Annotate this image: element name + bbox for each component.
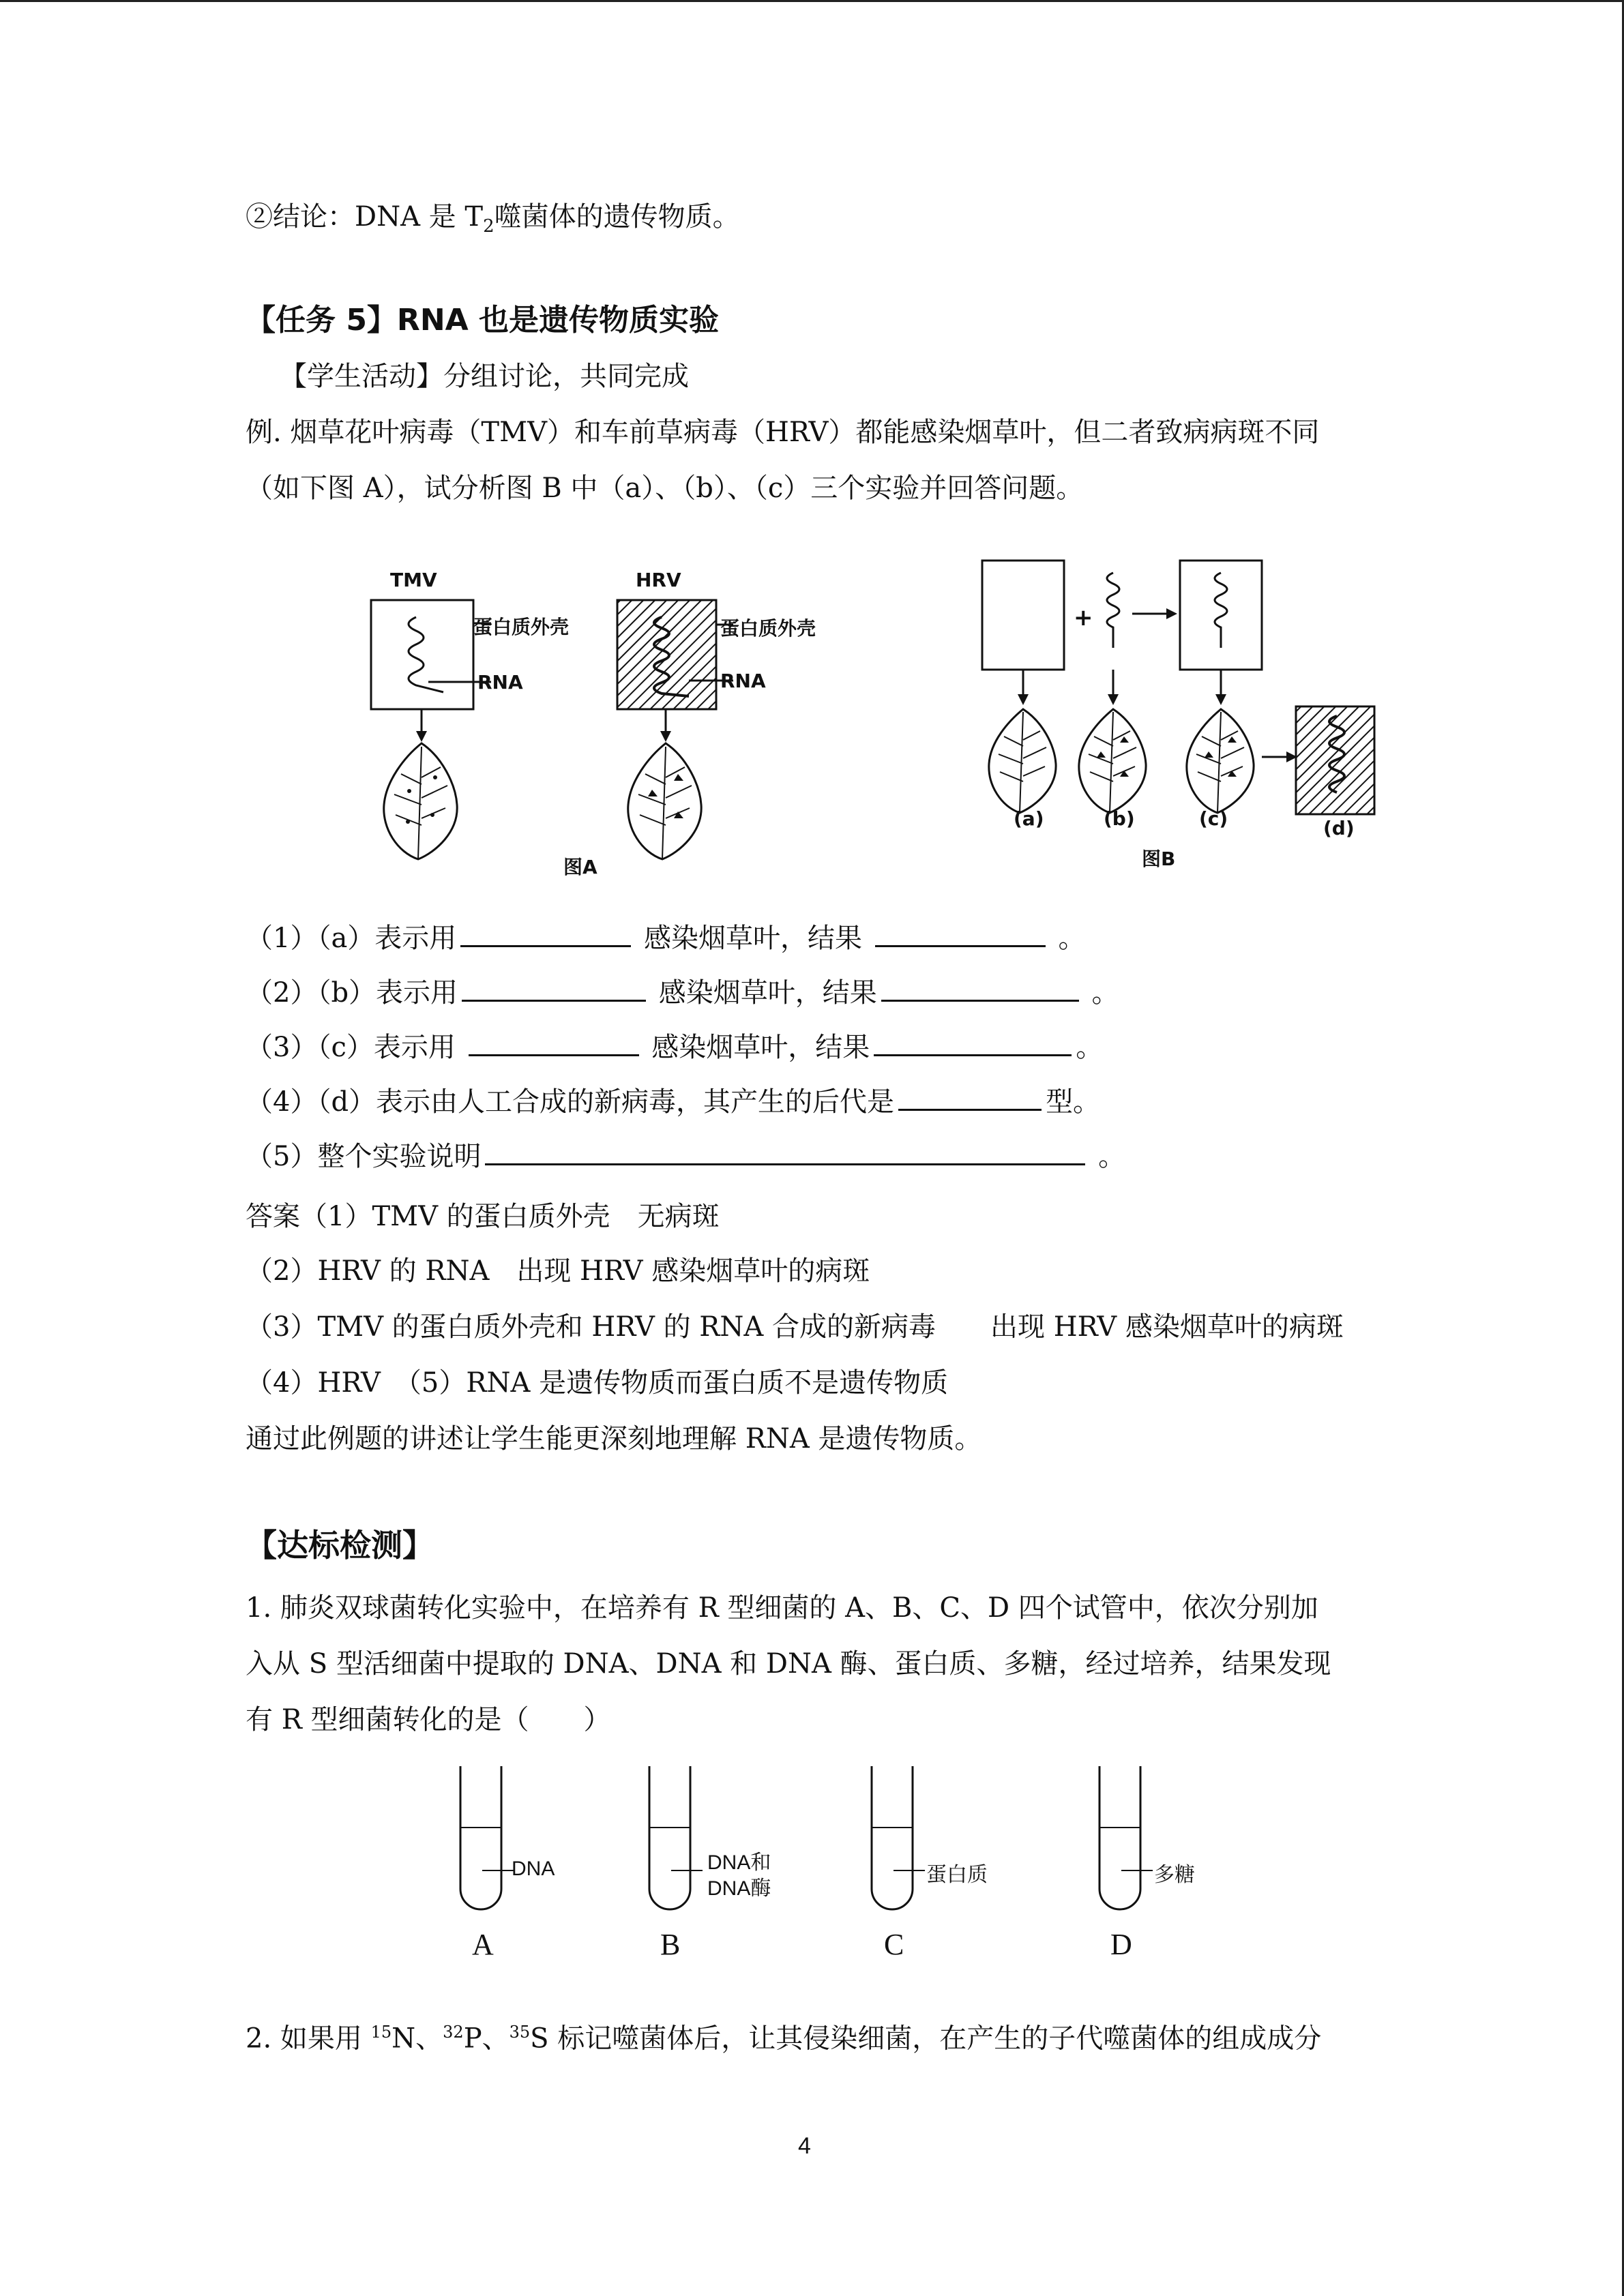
tube-b-letter: B [660, 1928, 681, 1961]
empty-box [982, 561, 1064, 670]
question-4: （4）（d）表示由人工合成的新病毒，其产生的后代是 型。 [246, 1083, 1100, 1121]
tube-a [460, 1766, 514, 1909]
answer-2: （2）HRV 的 RNA 出现 HRV 感染烟草叶的病斑 [246, 1255, 870, 1287]
answer-1: 答案（1）TMV 的蛋白质外壳 无病斑 [246, 1201, 720, 1232]
label-protein-shell-tmv: 蛋白质外壳 [473, 616, 570, 638]
q2-line: 2. 如果用 $^{15}$N、$^{32}$P、$^{35}$S 标记噬菌体后，让其侵染细菌，在产生的子代噬菌体的组成成分 [246, 2023, 1322, 2055]
tube-b-label-2: DNA酶 [707, 1877, 771, 1900]
answer-blank[interactable] [898, 1083, 1042, 1111]
answer-4: （4）HRV （5）RNA 是遗传物质而蛋白质不是遗传物质 [246, 1367, 949, 1399]
tube-c [872, 1766, 925, 1909]
example-line-1: 例. 烟草花叶病毒（TMV）和车前草病毒（HRV）都能感染烟草叶，但二者致病病斑不同 [246, 417, 1320, 448]
label-b: (b) [1104, 807, 1135, 830]
answer-blank[interactable] [881, 974, 1079, 1002]
answer-3: （3）TMV 的蛋白质外壳和 HRV 的 RNA 合成的新病毒 出现 HRV 感染烟草叶的病斑 [246, 1311, 1344, 1343]
label-protein-shell-hrv: 蛋白质外壳 [720, 617, 816, 640]
label-c: (c) [1199, 807, 1228, 830]
answer-blank[interactable] [462, 974, 646, 1002]
tube-a-label: DNA [512, 1858, 555, 1880]
answer-blank[interactable] [460, 919, 631, 947]
answer-blank[interactable] [485, 1137, 1085, 1165]
label-a: (a) [1014, 807, 1044, 830]
answer-blank[interactable] [875, 919, 1046, 947]
tube-d-letter: D [1110, 1928, 1132, 1961]
check-title: 【达标检测】 [246, 1527, 434, 1564]
label-rna-tmv: RNA [477, 671, 523, 694]
label-figure-b: 图B [1142, 848, 1176, 870]
tmv-box [371, 600, 473, 709]
label-rna-hrv: RNA [720, 670, 766, 692]
leaf-a [989, 709, 1056, 813]
tube-d-label: 多糖 [1154, 1864, 1195, 1886]
conclusion-line [246, 198, 740, 245]
tube-a-letter: A [472, 1928, 494, 1961]
label-tmv: TMV [390, 569, 437, 591]
page-border-top [0, 0, 1624, 2]
leaf-tmv [384, 743, 457, 859]
question-2: （2）（b）表示用 感染烟草叶，结果 。 [246, 974, 1119, 1012]
answer-blank[interactable] [469, 1028, 639, 1056]
student-activity: 【学生活动】分组讨论，共同完成 [280, 361, 689, 392]
tube-b-label: DNA和 [707, 1851, 771, 1874]
question-1: （1）（a）表示用 感染烟草叶，结果 。 [246, 919, 1085, 957]
tube-c-label: 蛋白质 [926, 1864, 988, 1886]
subscript: 2 [483, 216, 494, 237]
combined-box [1180, 561, 1262, 670]
teaching-note: 通过此例题的讲述让学生能更深刻地理解 RNA 是遗传物质。 [246, 1423, 982, 1455]
label-hrv: HRV [636, 569, 681, 591]
tube-b [649, 1766, 703, 1909]
q1-line-1: 1. 肺炎双球菌转化实验中，在培养有 R 型细菌的 A、B、C、D 四个试管中，依次分别加 [246, 1592, 1318, 1624]
answer-blank[interactable] [874, 1028, 1072, 1056]
leaf-c [1187, 709, 1254, 813]
leaf-b [1079, 709, 1146, 813]
virus-figure [355, 552, 1391, 886]
tube-c-letter: C [884, 1928, 904, 1961]
label-figure-a: 图A [563, 856, 597, 878]
tube-d [1099, 1766, 1153, 1909]
page-number: 4 [798, 2133, 811, 2159]
question-3: （3）（c）表示用 感染烟草叶，结果 。 [246, 1028, 1103, 1067]
example-line-2: （如下图 A），试分析图 B 中（a）、（b）、（c）三个实验并回答问题。 [246, 473, 1084, 504]
question-5: （5）整个实验说明 。 [246, 1137, 1125, 1176]
leaf-hrv [628, 743, 701, 859]
test-tubes-figure [437, 1766, 1255, 1930]
label-d: (d) [1323, 817, 1355, 839]
q1-line-2: 入从 S 型活细菌中提取的 DNA、DNA 和 DNA 酶、蛋白质、多糖，经过培养，结果发现 [246, 1648, 1331, 1680]
rna-coil-b [1107, 573, 1119, 648]
label-plus: + [1074, 604, 1093, 631]
conclusion-text-end: 噬菌体的遗传物质。 [494, 201, 740, 233]
conclusion-text: ②结论：DNA 是 T [246, 201, 484, 233]
q1-line-3: 有 R 型细菌转化的是（ ） [246, 1704, 611, 1735]
task5-title: 【任务 5】RNA 也是遗传物质实验 [246, 303, 720, 338]
